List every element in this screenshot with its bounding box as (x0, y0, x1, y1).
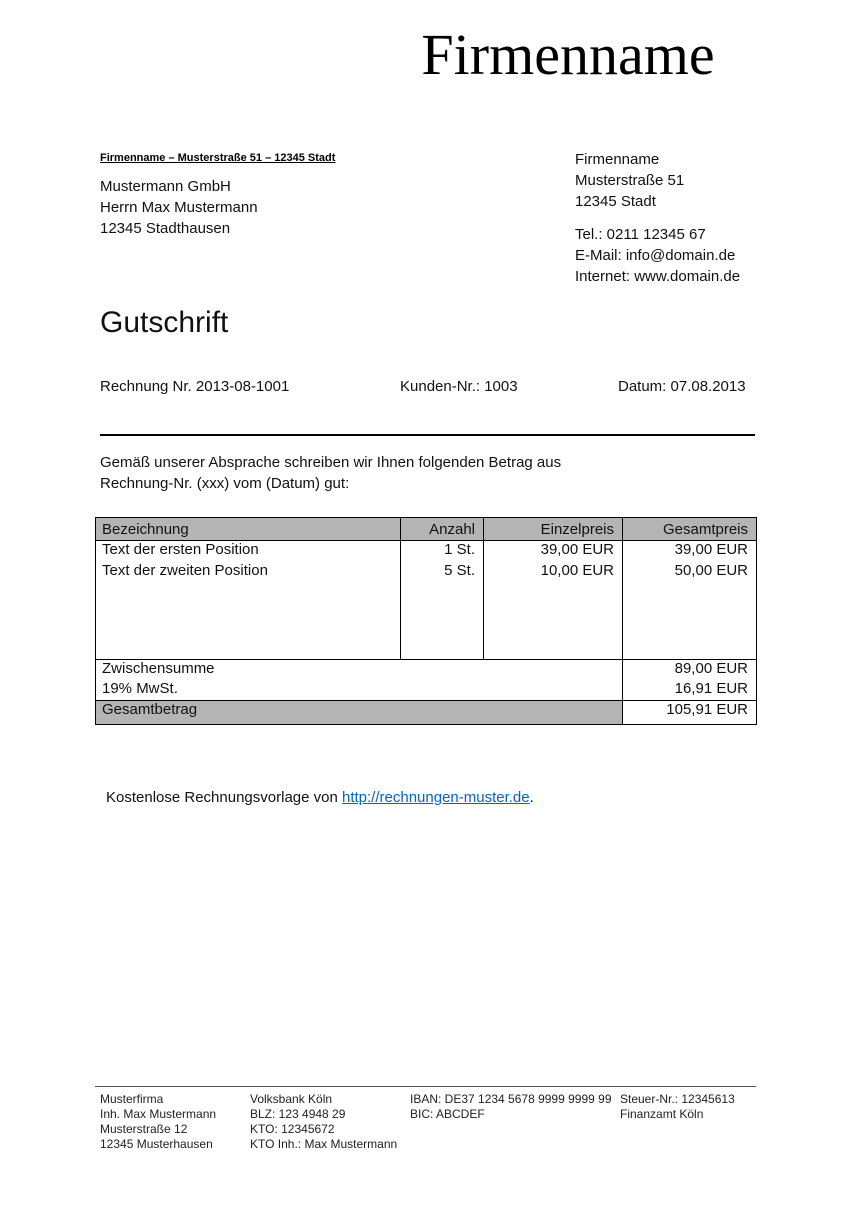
intro-line-1: Gemäß unserer Absprache schreiben wir Ihnen folgenden Betrag aus (100, 454, 562, 471)
company-contact-block (575, 224, 740, 287)
company-info-block (575, 149, 740, 287)
document-title: Gutschrift (100, 306, 229, 339)
recipient-address-block (100, 176, 258, 239)
footer-bank-account: KTO: 12345672 (250, 1122, 335, 1136)
intro-line-2: Rechnung-Nr. (xxx) vom (Datum) gut: (100, 475, 350, 492)
item-unit-price: 39,00 EUR (484, 541, 623, 563)
note-prefix: Kostenlose Rechnungsvorlage von (106, 789, 342, 806)
footer-bic: BIC: ABCDEF (410, 1107, 485, 1121)
item-description: Text der zweiten Position (102, 562, 268, 579)
footer-divider-line (95, 1086, 756, 1087)
recipient-line-city: 12345 Stadthausen (100, 220, 231, 237)
vat-label: 19% MwSt. (102, 680, 178, 697)
item-description: Text der ersten Position (102, 541, 259, 558)
template-source-link[interactable]: http://rechnungen-muster.de (342, 789, 530, 806)
grand-total-row (96, 701, 757, 725)
item-total-price: 50,00 EUR (623, 562, 757, 583)
intro-paragraph (100, 452, 561, 494)
table-row (96, 562, 757, 583)
sender-return-address: Firmenname – Musterstraße 51 – 12345 Stadt (100, 152, 336, 164)
item-total-price: 39,00 EUR (623, 541, 757, 563)
company-email: E-Mail: info@domain.de (575, 247, 736, 264)
company-street: Musterstraße 51 (575, 172, 685, 189)
footer-tax-office: Finanzamt Köln (620, 1107, 704, 1121)
note-suffix: . (529, 789, 534, 806)
footer-company-owner: Inh. Max Mustermann (100, 1107, 217, 1121)
footer-company-column (100, 1092, 216, 1152)
header-description: Bezeichnung (96, 518, 401, 541)
item-unit-price: 10,00 EUR (484, 562, 623, 583)
footer-company-street: Musterstraße 12 (100, 1122, 188, 1136)
footer-bank-column (250, 1092, 397, 1152)
recipient-line-person: Herrn Max Mustermann (100, 199, 258, 216)
vat-value: 16,91 EUR (623, 680, 757, 701)
table-header-row (96, 518, 757, 541)
footer-iban-column (410, 1092, 612, 1122)
company-website: Internet: www.domain.de (575, 268, 741, 285)
divider-line (100, 434, 755, 436)
company-city: 12345 Stadt (575, 193, 656, 210)
item-quantity: 1 St. (401, 541, 484, 563)
grand-total-value: 105,91 EUR (623, 701, 757, 725)
grand-total-label: Gesamtbetrag (96, 701, 623, 725)
subtotal-value: 89,00 EUR (623, 660, 757, 681)
footer-bank-blz: BLZ: 123 4948 29 (250, 1107, 346, 1121)
footer-company-name: Musterfirma (100, 1092, 164, 1106)
customer-number: Kunden-Nr.: 1003 (400, 378, 518, 395)
footer-tax-column (620, 1092, 735, 1122)
subtotal-label: Zwischensumme (96, 660, 623, 681)
table-filler-row (96, 583, 757, 660)
footer-company-city: 12345 Musterhausen (100, 1137, 213, 1151)
header-quantity: Anzahl (401, 518, 484, 541)
template-credit-note (106, 789, 534, 806)
line-items-table (95, 517, 757, 725)
subtotal-row (96, 660, 757, 681)
header-total-price: Gesamtpreis (623, 518, 757, 541)
item-quantity: 5 St. (401, 562, 484, 583)
company-logo-title: Firmenname (421, 22, 715, 87)
footer-iban: IBAN: DE37 1234 5678 9999 9999 99 (410, 1092, 612, 1106)
footer-bank-name: Volksbank Köln (250, 1092, 333, 1106)
company-name: Firmenname (575, 151, 660, 168)
vat-row (96, 680, 757, 701)
header-unit-price: Einzelpreis (484, 518, 623, 541)
company-phone: Tel.: 0211 12345 67 (575, 226, 706, 243)
footer-tax-number: Steuer-Nr.: 12345613 (620, 1092, 735, 1106)
document-date: Datum: 07.08.2013 (618, 378, 746, 395)
invoice-number: Rechnung Nr. 2013-08-1001 (100, 378, 290, 395)
table-row (96, 541, 757, 563)
recipient-line-company: Mustermann GmbH (100, 178, 231, 195)
footer-bank-holder: KTO Inh.: Max Mustermann (250, 1137, 398, 1151)
